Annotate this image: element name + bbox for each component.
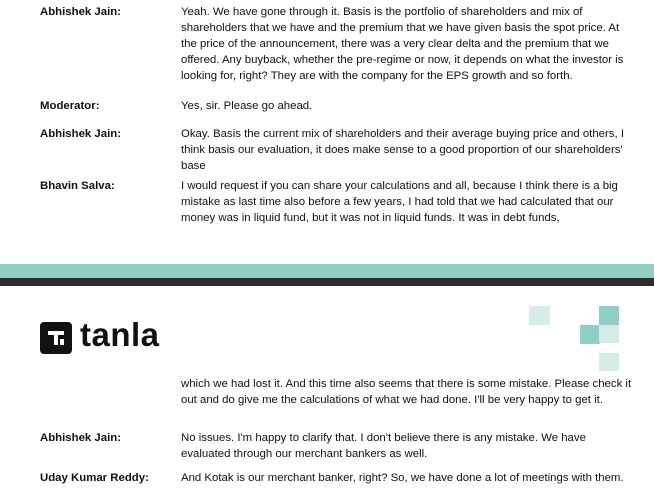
tanla-logo-icon	[40, 322, 72, 354]
speech-text: No issues. I'm happy to clarify that. I don't believe there is any mistake. We have evaluated through our merchant bankers as well.	[181, 432, 586, 460]
page-break-band	[0, 264, 654, 278]
speech-text: And Kotak is our merchant banker, right? So, we have done a lot of meetings with them.	[181, 472, 624, 484]
speech-text: Okay. Basis the current mix of shareholders and their average buying price and others, I think basis our evaluation, it does make sense to a good proportion of our shareholders' base	[181, 128, 624, 172]
speaker-name: Bhavin Salva:	[40, 180, 115, 192]
speaker-name: Abhishek Jain:	[40, 128, 122, 140]
decorative-square	[599, 353, 619, 371]
speaker-name: Abhishek Jain:	[40, 432, 122, 444]
speech-text: Yes, sir. Please go ahead.	[181, 100, 313, 112]
speech-text: I would request if you can share your calculations and all, because I think there is a big mistake as last time also before a few years, I had told that we had calculated that our money was in liquid fund, but it was not in liquid funds. It was in debt funds,	[181, 180, 618, 224]
speaker-name: Moderator:	[40, 100, 100, 112]
decorative-square	[599, 306, 619, 325]
speech-text: Yeah. We have gone through it. Basis is the portfolio of shareholders and mix of shareholders that we have and the premium that we have given basis the spot price. At the price of the announcement, there was a very clear delta and the premium that we offered. Any buyback, whether the pre-regime or now, it depends on what the investor is looking for, right? They are with the company for the EPS growth and so forth.	[181, 6, 624, 82]
decorative-square	[599, 325, 619, 343]
page-break-divider	[0, 278, 654, 286]
logo-wordmark: tanla	[80, 316, 160, 353]
decorative-square	[580, 325, 600, 344]
decorative-square	[529, 306, 550, 325]
speaker-name: Abhishek Jain:	[40, 6, 122, 18]
speech-text: which we had lost it. And this time also seems that there is some mistake. Please check it out and do give me the calculations of what we had done. I'll be very happy to get it.	[181, 378, 632, 406]
speaker-name: Uday Kumar Reddy:	[40, 472, 149, 484]
